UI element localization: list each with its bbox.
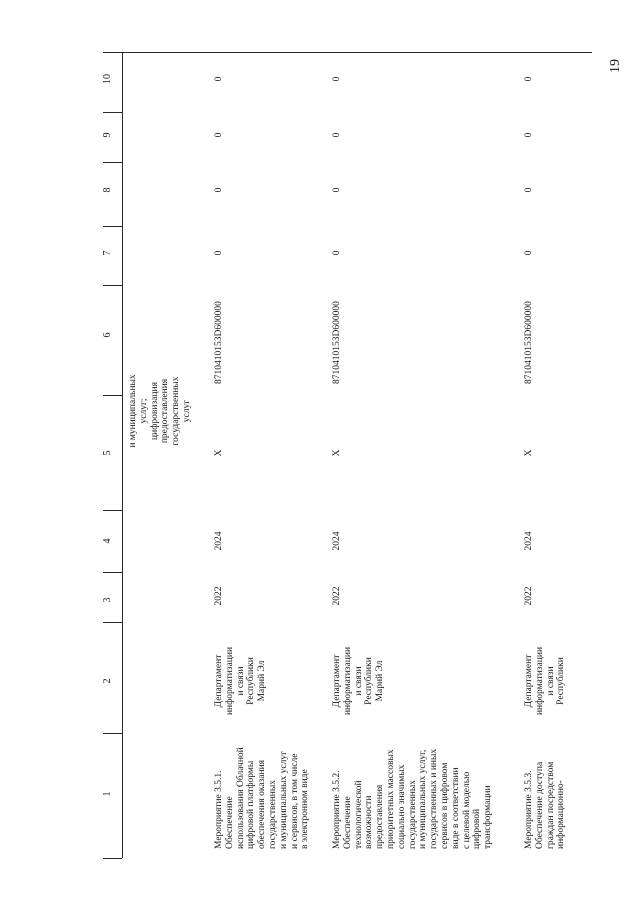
column-number-10: 10	[102, 74, 113, 84]
column-number-8: 8	[102, 187, 113, 193]
column-number-2: 2	[102, 678, 113, 684]
column-border-2	[103, 733, 122, 734]
row-2-value-col10: 0	[332, 76, 342, 82]
row-2-end-year: 2024	[332, 531, 342, 551]
row-2-measure-name: Мероприятие 3.5.2. Обеспечение технологической возможности предоставления приоритетных массовых социально значимых государственных и муниципальных услуг, государственных и иных сервисов в цифровом виде в соответствии с целевой моделью цифровой трансформации	[332, 748, 494, 849]
column-number-3: 3	[102, 597, 113, 603]
row-1-measure-name: Мероприятие 3.5.1. Обеспечение использования Облачной цифровой платформы обеспечения оказания государственных и муниципальных услуг и сервисов, в том числе в электронном виде	[214, 747, 311, 849]
row-3-start-year: 2022	[524, 586, 534, 606]
column-number-4: 4	[102, 538, 113, 544]
row-1-budget-code: 871041015ЗD600000	[214, 301, 224, 384]
row-3-col5-mark: Х	[524, 449, 534, 457]
col5-continuation-text: и муниципальных услуг; цифровизация предоставления государственных услуг	[128, 374, 192, 448]
header-separator-rule	[122, 52, 123, 858]
row-2-value-col9: 0	[332, 132, 342, 138]
row-3-budget-code: 871041015ЗD600000	[524, 301, 534, 384]
row-1-value-col8: 0	[214, 187, 224, 193]
row-3-value-col7: 0	[524, 250, 534, 256]
row-3-value-col8: 0	[524, 187, 534, 193]
row-3-executor: Департамент информатизации и связи Республики	[524, 646, 567, 716]
row-3-value-col9: 0	[524, 132, 534, 138]
row-2-budget-code: 871041015ЗD600000	[332, 301, 342, 384]
column-border-3	[103, 622, 122, 623]
row-3-end-year: 2024	[524, 531, 534, 551]
row-1-value-col7: 0	[214, 250, 224, 256]
column-border-9	[103, 162, 122, 163]
row-2-executor: Департамент информатизации и связи Республики Марий Эл	[332, 646, 386, 716]
column-border-1	[103, 858, 122, 859]
column-border-10	[103, 112, 122, 113]
row-2-col5-mark: Х	[332, 449, 342, 457]
column-border-6	[103, 395, 122, 396]
column-number-9: 9	[102, 132, 113, 138]
row-3-value-col10: 0	[524, 76, 534, 82]
row-1-executor: Департамент информатизации и связи Республики Марий Эл	[214, 646, 268, 716]
column-border-5	[103, 510, 122, 511]
row-1-value-col10: 0	[214, 76, 224, 82]
column-border-4	[103, 572, 122, 573]
column-number-7: 7	[102, 250, 113, 256]
row-2-start-year: 2022	[332, 586, 342, 606]
table-top-rule	[103, 52, 592, 53]
row-3-measure-name: Мероприятие 3.5.3. Обеспечение доступа граждан посредством информационно-	[524, 761, 567, 849]
row-1-start-year: 2022	[214, 586, 224, 606]
column-number-6: 6	[102, 332, 113, 338]
row-2-value-col8: 0	[332, 187, 342, 193]
row-1-value-col9: 0	[214, 132, 224, 138]
column-border-8	[103, 226, 122, 227]
column-border-7	[103, 285, 122, 286]
row-1-end-year: 2024	[214, 531, 224, 551]
row-1-col5-mark: Х	[214, 449, 224, 457]
column-number-1: 1	[102, 791, 113, 797]
column-number-5: 5	[102, 450, 113, 456]
row-2-value-col7: 0	[332, 250, 342, 256]
page-number: 19	[608, 59, 623, 73]
